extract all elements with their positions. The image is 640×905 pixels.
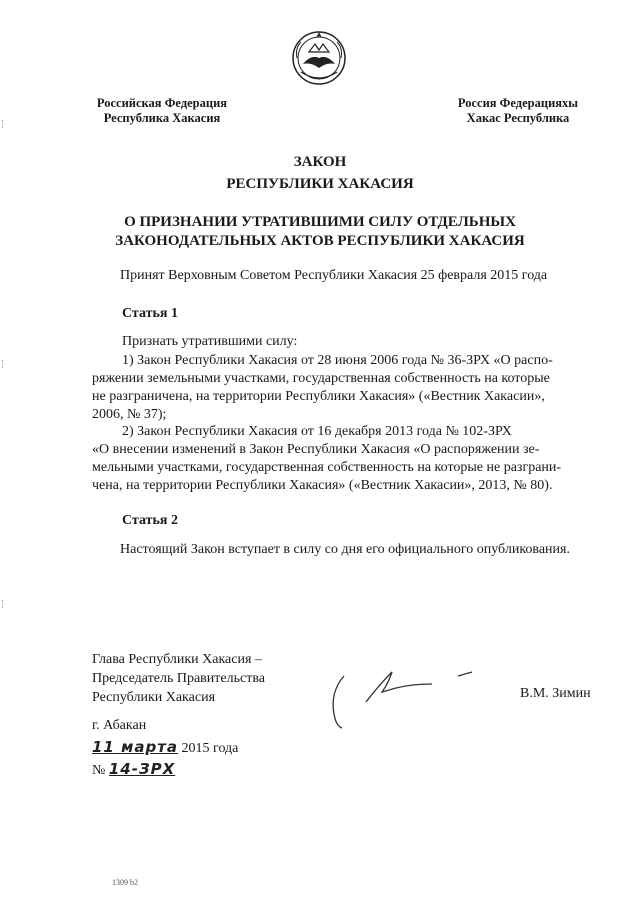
article-2-text: Настоящий Закон вступает в силу со дня его официального опубликования. [120, 542, 570, 557]
handwritten-signature [322, 662, 492, 734]
item-1-line: ряжении земельными участками, государственная собственность на которые [92, 371, 550, 386]
law-subject-line1: О ПРИЗНАНИИ УТРАТИВШИМИ СИЛУ ОТДЕЛЬНЫХ [124, 214, 516, 230]
signatory-name: В.М. Зимин [520, 686, 591, 701]
handwritten-number: 14-ЗРХ [108, 760, 176, 778]
item-1-line: не разграничена, на территории Республики Хакасия» («Вестник Хакасии», [92, 389, 545, 404]
article-1-item-1 [92, 352, 578, 424]
scan-margin-mark [2, 600, 5, 608]
document-title-republic: РЕСПУБЛИКИ ХАКАСИЯ [226, 176, 414, 192]
article-1-item-2 [92, 423, 578, 495]
article-2-heading: Статья 2 [122, 513, 178, 528]
article-1-intro: Признать утратившими силу: [122, 334, 298, 349]
scan-margin-mark [2, 360, 5, 368]
header-left [92, 96, 232, 126]
header-left-line2: Республика Хакасия [103, 111, 221, 125]
place-of-signing: г. Абакан [92, 718, 147, 733]
item-1-line: 2006, № 37); [92, 407, 167, 422]
signatory-position-line: Председатель Правительства [92, 671, 265, 686]
adoption-statement: Принят Верховным Советом Республики Хакасия 25 февраля 2015 года [120, 268, 548, 283]
header-right [448, 96, 588, 126]
law-number [92, 760, 175, 779]
signatory-position-line: Глава Республики Хакасия – [92, 652, 262, 667]
article-1-heading: Статья 1 [122, 306, 178, 321]
number-prefix: № [92, 763, 106, 778]
scan-margin-mark [2, 120, 5, 128]
item-2-line: «О внесении изменений в Закон Республики Хакасия «О распоряжении зе- [92, 442, 540, 457]
item-2-line: мельными участками, государственная собственность на которые не разграни- [92, 460, 562, 475]
item-1-line: 1) Закон Республики Хакасия от 28 июня 2006 года № 36-ЗРХ «О распо- [122, 353, 553, 368]
header-right-line2: Хакас Республика [466, 111, 570, 125]
item-2-line: чена, на территории Республики Хакасия» («Вестник Хакасии», 2013, № 80). [92, 478, 553, 493]
header-right-line1: Россия Федерацияхы [457, 96, 579, 110]
signing-date [92, 738, 238, 757]
item-2-line: 2) Закон Республики Хакасия от 16 декабря 2013 года № 102-ЗРХ [122, 424, 512, 439]
footer-code: 1309 b2 [112, 878, 138, 887]
handwritten-date: 11 марта [92, 738, 179, 756]
document-title: ЗАКОН [293, 154, 347, 170]
law-subject-line2: ЗАКОНОДАТЕЛЬНЫХ АКТОВ РЕСПУБЛИКИ ХАКАСИЯ [115, 233, 525, 249]
coat-of-arms-emblem [291, 28, 347, 90]
header-left-line1: Российская Федерация [96, 96, 228, 110]
date-year: 2015 года [181, 741, 239, 756]
signatory-position-line: Республики Хакасия [92, 690, 216, 705]
signatory-position [92, 650, 265, 707]
